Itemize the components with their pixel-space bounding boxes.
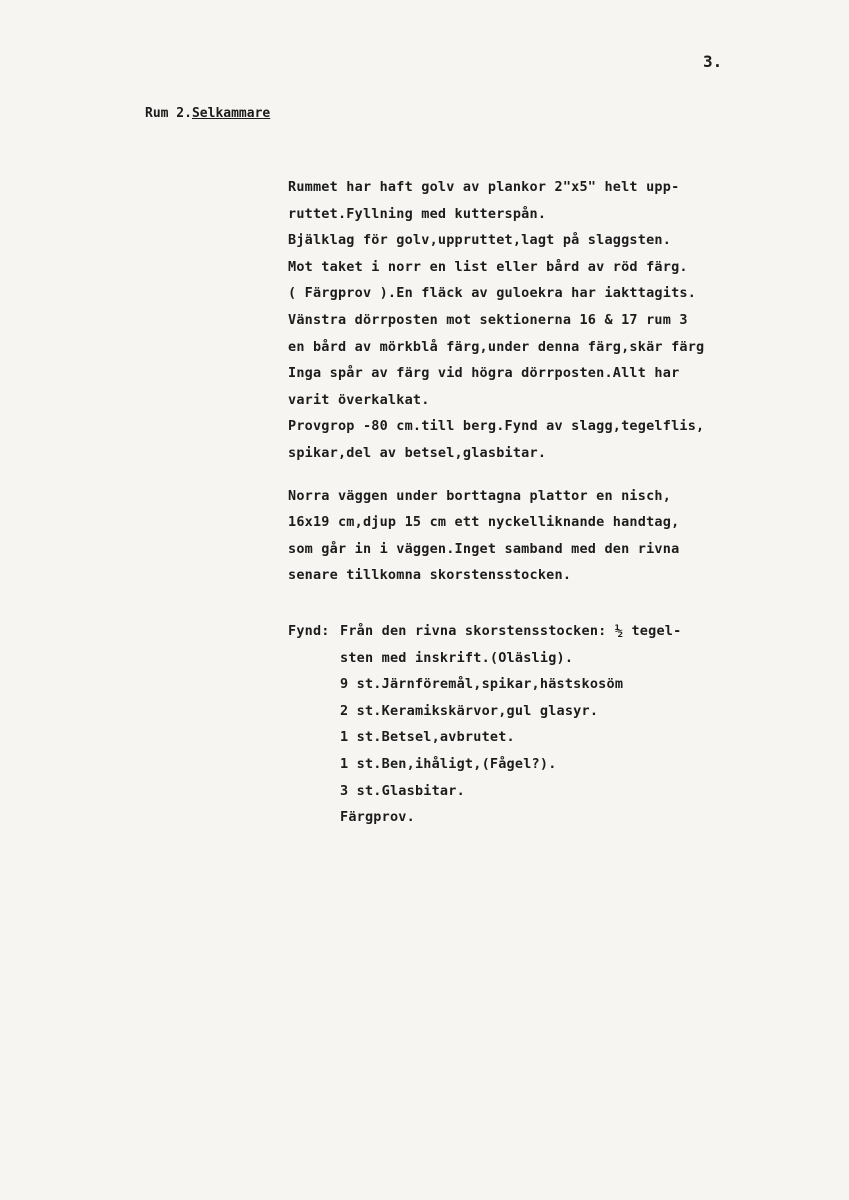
text-line: ( Färgprov ).En fläck av guloekra har iakttagits. xyxy=(288,285,697,302)
list-item-text: 3 st.Glasbitar. xyxy=(340,782,465,799)
list-item xyxy=(288,698,681,725)
text-line: som går in i väggen.Inget samband med den rivna xyxy=(288,540,680,557)
list-item xyxy=(288,778,681,805)
list-item-text: 1 st.Ben,ihåligt,(Fågel?). xyxy=(340,755,557,772)
text-line: 16x19 cm,djup 15 cm ett nyckelliknande handtag, xyxy=(288,514,680,531)
text-line: spikar,del av betsel,glasbitar. xyxy=(288,444,547,461)
text-line: Mot taket i norr en list eller bård av röd färg. xyxy=(288,258,688,275)
room-heading xyxy=(145,106,270,121)
list-item-text: 1 st.Betsel,avbrutet. xyxy=(340,729,515,746)
finds-list xyxy=(288,618,681,831)
text-line: en bård av mörkblå färg,under denna färg,skär färg xyxy=(288,338,705,355)
finds-header-row xyxy=(288,618,681,645)
list-item xyxy=(288,645,681,672)
text-line: Norra väggen under borttagna plattor en nisch, xyxy=(288,487,672,504)
finds-label: Fynd: xyxy=(288,623,330,639)
list-item-text: sten med inskrift.(Oläslig). xyxy=(340,649,574,666)
list-item-text: Färgprov. xyxy=(340,809,415,826)
description-text xyxy=(288,174,704,589)
list-item-text: 9 st.Järnföremål,spikar,hästskosöm xyxy=(340,676,624,693)
text-line: Inga spår av färg vid högra dörrposten.Allt har xyxy=(288,365,680,382)
text-line: varit överkalkat. xyxy=(288,391,430,408)
list-item xyxy=(288,724,681,751)
paragraph-gap xyxy=(288,467,704,483)
text-line: senare tillkomna skorstensstocken. xyxy=(288,567,572,584)
page-number: 3. xyxy=(703,52,723,71)
room-heading-title: Selkammare xyxy=(191,106,271,121)
room-heading-prefix: Rum 2. xyxy=(145,106,192,121)
text-line: Vänstra dörrposten mot sektionerna 16 & 17 rum 3 xyxy=(288,311,688,328)
list-item xyxy=(288,751,681,778)
list-item xyxy=(288,671,681,698)
finds-first-line: Från den rivna skorstensstocken: ½ tegel- xyxy=(340,623,682,639)
text-line: ruttet.Fyllning med kutterspån. xyxy=(288,205,547,222)
list-item xyxy=(288,804,681,831)
text-line: Rummet har haft golv av plankor 2"x5" helt upp- xyxy=(288,179,680,195)
list-item-text: 2 st.Keramikskärvor,gul glasyr. xyxy=(340,702,599,719)
text-line: Provgrop -80 cm.till berg.Fynd av slagg,tegelflis, xyxy=(288,418,705,435)
text-line: Bjälklag för golv,uppruttet,lagt på slaggsten. xyxy=(288,232,672,249)
